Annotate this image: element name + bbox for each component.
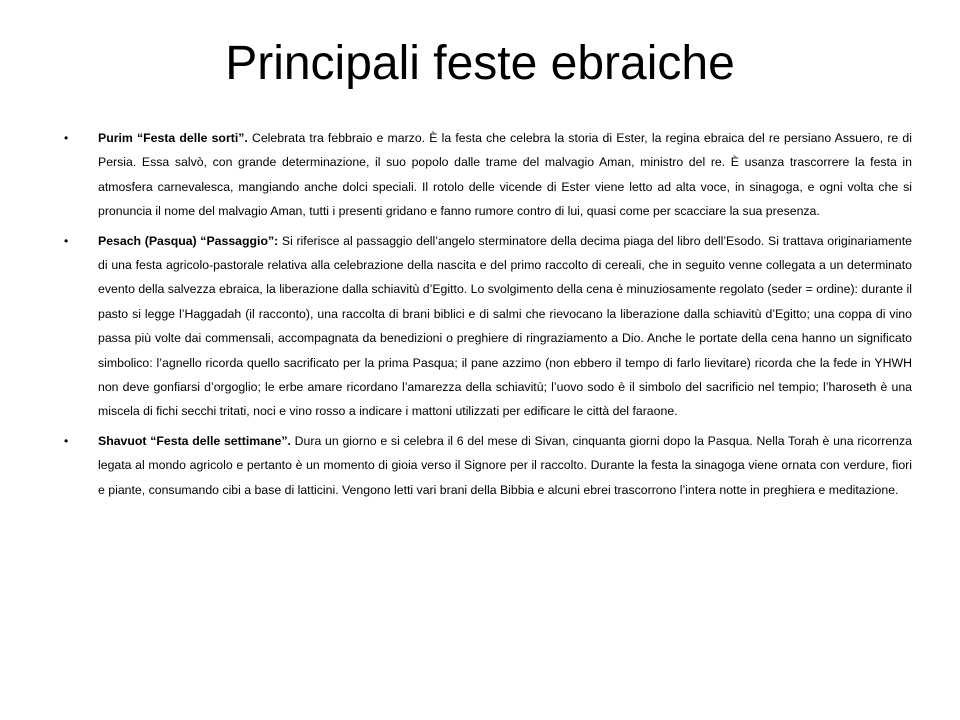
bullet-icon: •	[64, 233, 69, 248]
bullet-lead: Shavuot “Festa delle settimane”.	[98, 433, 291, 448]
bullet-lead: Pesach (Pasqua) “Passaggio”:	[98, 233, 279, 248]
bullet-text: Dura un giorno e si celebra il 6 del mese di Sivan, cinquanta giorni dopo la Pasqua. Nella Torah è una ricorrenza legata al mondo agricolo e pertanto è un momento di gioia verso il Signore per il raccolto. Durante la festa la sinagoga viene ornata con verdure, fiori e piante, consumando cibi a base di latticini. Vengono letti vari brani della Bibbia e alcuni ebrei trascorrono l’intera notte in preghiera e meditazione.	[98, 433, 912, 497]
slide-title: Principali feste ebraiche	[225, 37, 735, 90]
bullet-item-pesach	[64, 229, 912, 424]
bullet-icon: •	[64, 433, 69, 448]
bullet-item-purim	[64, 126, 912, 224]
bullet-lead: Purim “Festa delle sorti”.	[98, 131, 248, 145]
bullet-item-shavuot	[64, 429, 912, 502]
bullet-list	[64, 126, 912, 507]
bullet-text: Si riferisce al passaggio dell’angelo sterminatore della decima piaga del libro dell’Esodo. Si trattava originariamente di una festa agricolo-pastorale relativa alla celebrazione della nascita e del primo raccolto di cereali, che in seguito venne collegata a un determinato evento della salvezza ebraica, la liberazione dalla schiavitù d’Egitto. Lo svolgimento della cena è minuziosamente regolato (seder = ordine): durante il pasto si legge l’Haggadah (il racconto), una raccolta di brani biblici e di salmi che rievocano la liberazione dalla schiavitù d’Egitto; una coppa di vino passa più volte dai commensali, accompagnata da benedizioni o preghiere di ringraziamento a Dio. Anche le portate della cena hanno un significato simbolico: l’agnello ricorda quello sacrificato per la prima Pasqua; il pane azzimo (non ebbero il tempo di farlo lievitare) ricorda che la fede in YHWH non deve gonfiarsi d’orgoglio; le erbe amare ricordano l’amarezza della schiavitù; l’uovo sodo è il simbolo del sacrificio nel tempio; l’haroseth è una miscela di fichi secchi tritati, noci e vino rosso a indicare i mattoni utilizzati per edificare le città del faraone.	[98, 233, 913, 419]
bullet-icon: •	[64, 131, 69, 145]
bullet-text: Celebrata tra febbraio e marzo. È la festa che celebra la storia di Ester, la regina ebraica del re persiano Assuero, re di Persia. Essa salvò, con grande determinazione, il suo popolo dalle trame del malvagio Aman, ministro del re. È usanza trascorrere la festa in atmosfera carnevalesca, mangiando anche dolci speciali. Il rotolo delle vicende di Ester viene letto ad alta voce, in sinagoga, e ogni volta che si pronuncia il nome del malvagio Aman, tutti i presenti gridano e fanno rumore contro di lui, quasi come per scacciare la sua presenza.	[98, 131, 912, 219]
